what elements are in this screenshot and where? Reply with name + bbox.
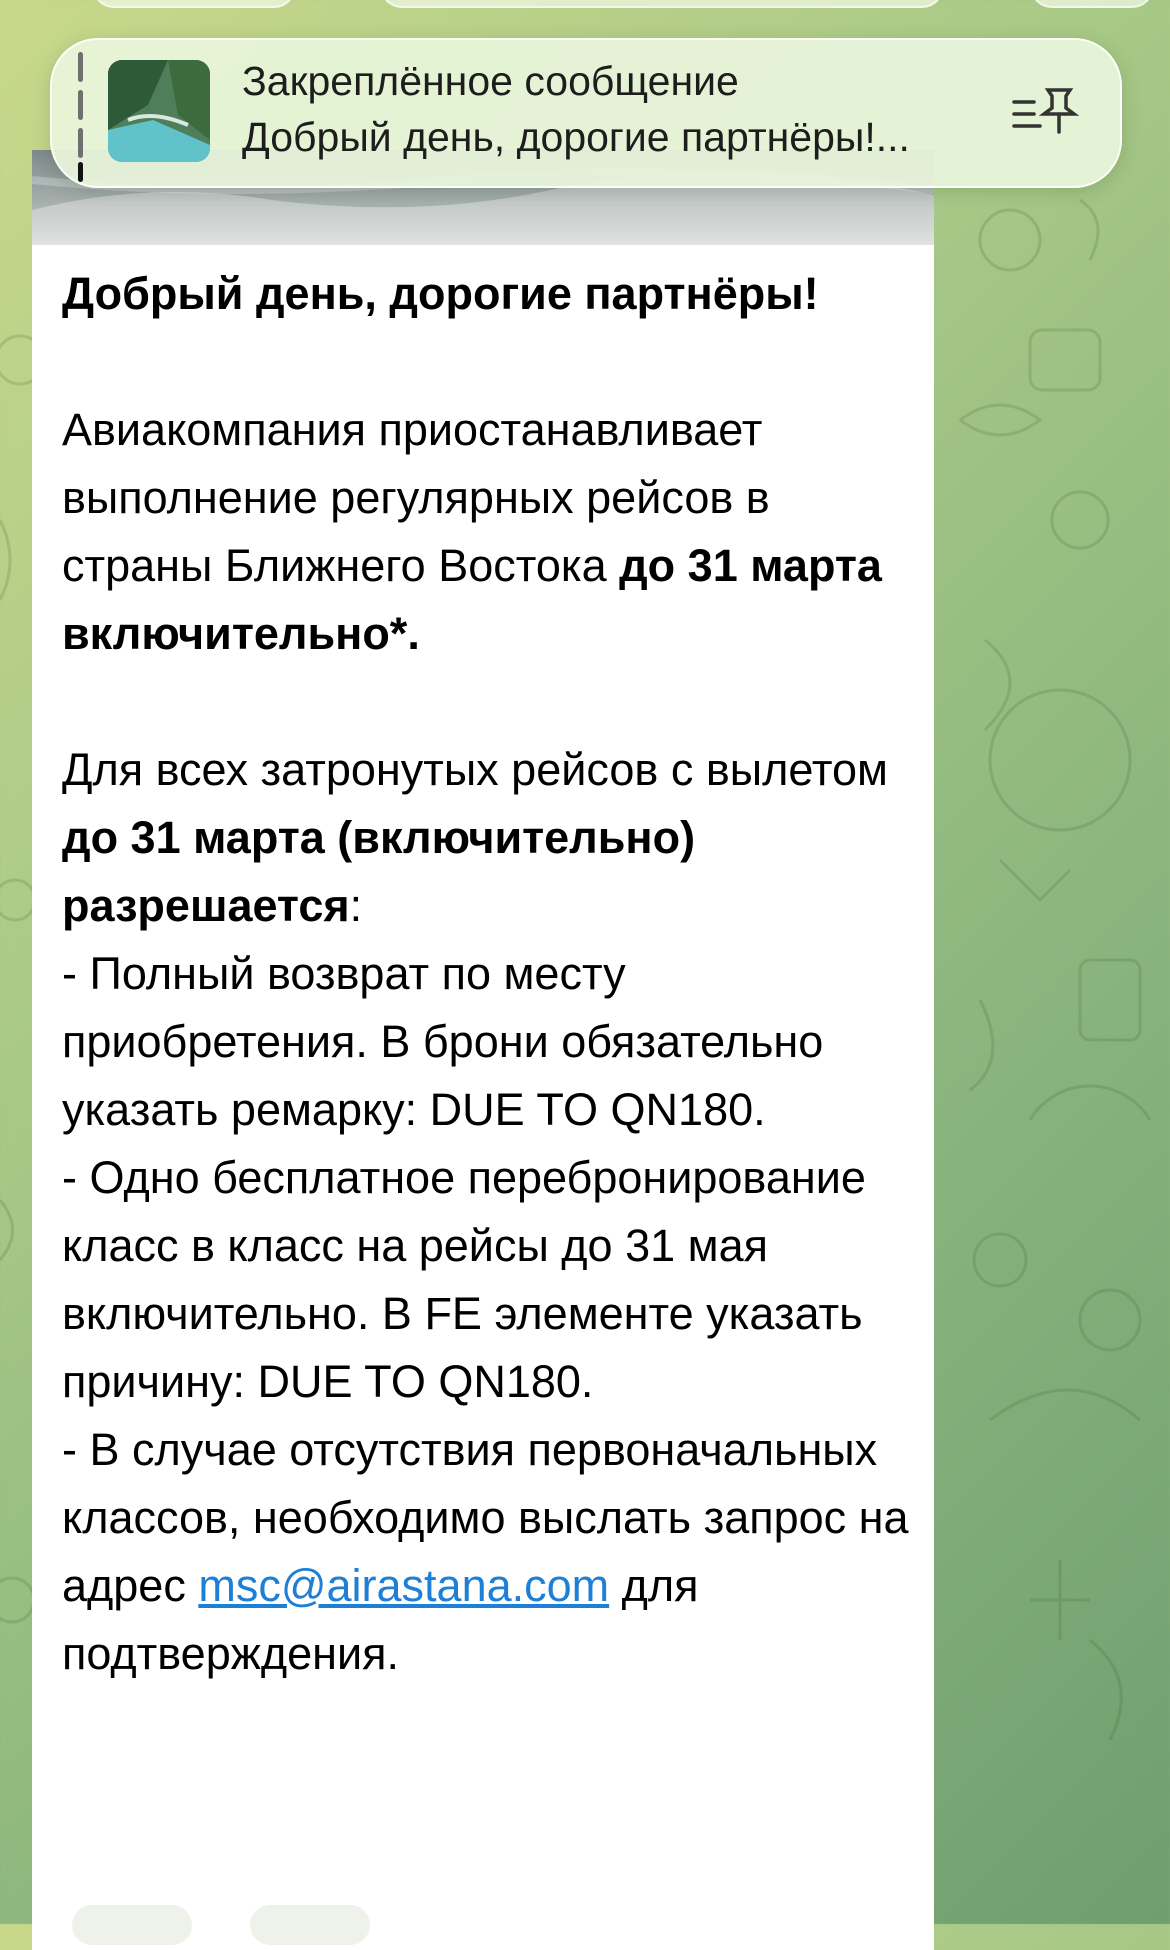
pinned-message-banner[interactable] xyxy=(50,38,1122,188)
message-paragraph-2: Для всех затронутых рейсов с вылетом до 31 марта (включительно) разрешается: xyxy=(62,744,888,931)
pinned-indicator xyxy=(78,52,84,172)
message-paragraph-1: Авиакомпания приостанавливает выполнение регулярных рейсов в страны Ближнего Востока до 31 марта включительно*. xyxy=(62,404,882,659)
message-list-item: - В случае отсутствия первоначальных классов, необходимо выслать запрос на адрес msc@airastana.com для подтверждения. xyxy=(62,1424,909,1679)
email-link[interactable]: msc@airastana.com xyxy=(198,1560,610,1611)
message-text xyxy=(62,260,922,1688)
message-heading: Добрый день, дорогие партнёры! xyxy=(62,268,819,319)
pinned-list-icon[interactable] xyxy=(1010,82,1080,142)
pinned-thumbnail xyxy=(108,60,210,162)
header-button-left[interactable] xyxy=(92,0,296,8)
header-title-pill[interactable] xyxy=(380,0,944,8)
message-bubble xyxy=(32,150,934,1950)
header-avatar[interactable] xyxy=(1030,0,1154,8)
message-list-item: - Полный возврат по месту приобретения. В брони обязательно указать ремарку: DUE TO QN180. xyxy=(62,948,824,1135)
message-list-item: - Одно бесплатное перебронирование класс в класс на рейсы до 31 мая включительно. В FE элементе указать причину: DUE TO QN180. xyxy=(62,1152,866,1407)
reaction-chip[interactable] xyxy=(250,1905,370,1945)
reaction-chip[interactable] xyxy=(72,1905,192,1945)
pinned-title: Закреплённое сообщение xyxy=(242,58,739,104)
pinned-preview: Добрый день, дорогие партнёры!... xyxy=(242,114,910,160)
